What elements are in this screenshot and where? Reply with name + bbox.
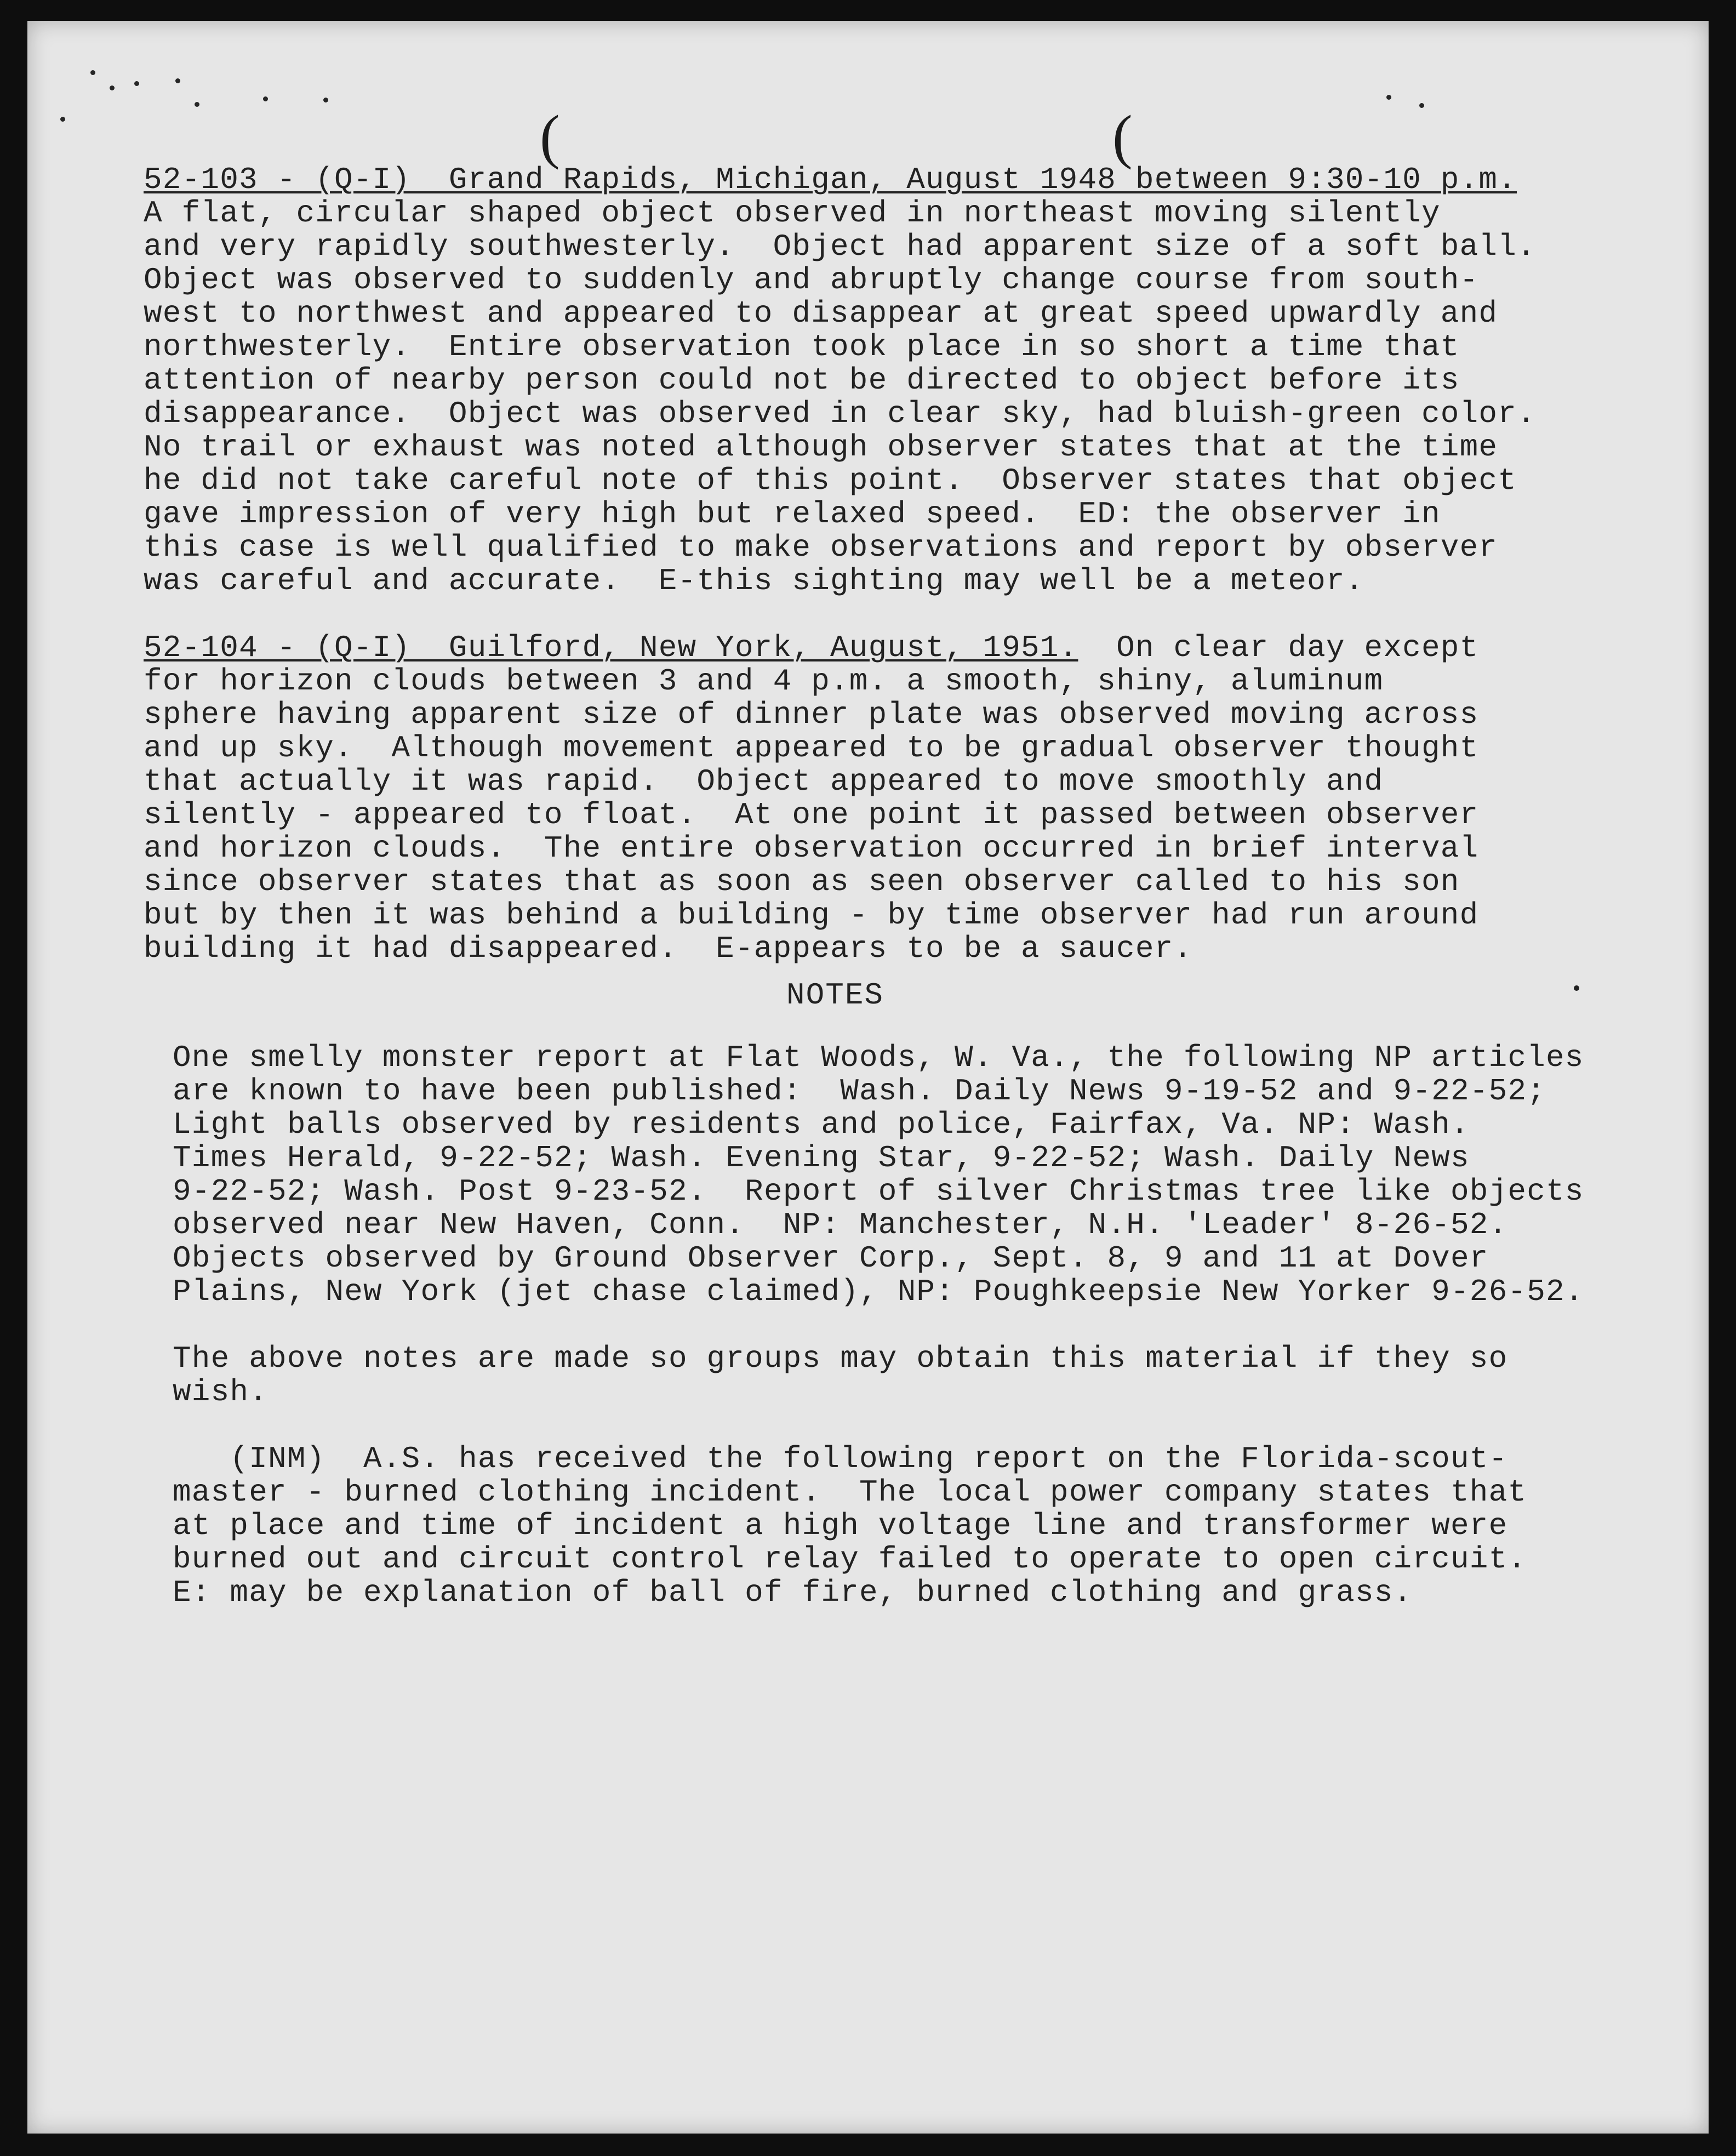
entry-line: this case is well qualified to make observations and report by observer (144, 530, 1498, 565)
entry-line: No trail or exhaust was noted although observer states that at the time (144, 430, 1498, 465)
notes-line: The above notes are made so groups may obtain this material if they so (173, 1341, 1508, 1376)
notes-line: wish. (173, 1374, 269, 1410)
notes-line: Times Herald, 9-22-52; Wash. Evening Star, 9-22-52; Wash. Daily News (173, 1140, 1470, 1176)
entry-line: attention of nearby person could not be directed to object before its (144, 363, 1460, 398)
notes-line: 9-22-52; Wash. Post 9-23-52. Report of silver Christmas tree like objects (173, 1174, 1584, 1209)
entry-line: northwesterly. Entire observation took place in so short a time that (144, 329, 1460, 364)
scan-speck (323, 98, 328, 102)
notes-section (173, 1041, 1652, 1610)
entry-line: building it had disappeared. E-appears to be a saucer. (144, 931, 1193, 966)
report-entry-52-103 (144, 163, 1656, 598)
scan-speck (263, 96, 268, 101)
notes-line: Light balls observed by residents and police, Fairfax, Va. NP: Wash. (173, 1107, 1470, 1142)
entry-line: and horizon clouds. The entire observation occurred in brief interval (144, 831, 1479, 866)
scan-speck (1419, 103, 1424, 108)
notes-line: (INM) A.S. has received the following report on the Florida-scout- (173, 1441, 1508, 1476)
notes-line: Objects observed by Ground Observer Corp., Sept. 8, 9 and 11 at Dover (173, 1241, 1489, 1276)
scan-speck (175, 78, 180, 83)
entry-header-line (144, 631, 1656, 665)
entry-line: he did not take careful note of this point. Observer states that object (144, 463, 1517, 498)
entry-line: silently - appeared to float. At one point it passed between observer (144, 797, 1479, 832)
notes-paragraph-2 (173, 1342, 1652, 1409)
entry-line: for horizon clouds between 3 and 4 p.m. a smooth, shiny, aluminum (144, 664, 1384, 699)
entry-line: and very rapidly southwesterly. Object had apparent size of a soft ball. (144, 229, 1536, 264)
typed-report-body (144, 163, 1656, 966)
entry-line: west to northwest and appeared to disappear at great speed upwardly and (144, 296, 1498, 331)
notes-line: master - burned clothing incident. The local power company states that (173, 1475, 1527, 1510)
scan-speck (1386, 95, 1391, 100)
punch-hole-mark-left: ( (540, 103, 560, 170)
notes-paragraph-3 (173, 1442, 1652, 1610)
scan-speck (110, 85, 115, 90)
entry-line: and up sky. Although movement appeared to be gradual observer thought (144, 731, 1479, 766)
entry-line: A flat, circular shaped object observed in northeast moving silently (144, 196, 1441, 231)
entry-line: was careful and accurate. E-this sighting may well be a meteor. (144, 563, 1364, 598)
scan-speck (90, 70, 95, 75)
scan-speck (60, 117, 65, 122)
scan-speck (134, 81, 139, 86)
notes-paragraph-1 (173, 1041, 1652, 1309)
entry-line: sphere having apparent size of dinner plate was observed moving across (144, 697, 1479, 732)
notes-line: burned out and circuit control relay failed to operate to open circuit. (173, 1542, 1527, 1577)
entry-line: disappearance. Object was observed in clear sky, had bluish-green color. (144, 396, 1536, 431)
scan-speck (195, 102, 199, 107)
entry-header-rest: On clear day except (1078, 630, 1479, 665)
notes-line: One smelly monster report at Flat Woods, W. Va., the following NP articles (173, 1040, 1584, 1075)
document-page (27, 21, 1709, 2134)
notes-line: E: may be explanation of ball of fire, burned clothing and grass. (173, 1575, 1413, 1610)
entry-line: that actually it was rapid. Object appeared to move smoothly and (144, 764, 1384, 799)
notes-heading: NOTES (786, 978, 884, 1013)
entry-line: but by then it was behind a building - by time observer had run around (144, 898, 1479, 933)
entry-line: gave impression of very high but relaxed speed. ED: the observer in (144, 497, 1441, 532)
punch-hole-mark-right: ( (1112, 103, 1133, 170)
entry-header: 52-103 - (Q-I) Grand Rapids, Michigan, August 1948 between 9:30-10 p.m. (144, 162, 1517, 197)
stray-mark (1574, 985, 1579, 991)
entry-line: since observer states that as soon as seen observer called to his son (144, 864, 1460, 899)
notes-line: Plains, New York (jet chase claimed), NP: Poughkeepsie New Yorker 9-26-52. (173, 1274, 1584, 1309)
entry-line: Object was observed to suddenly and abruptly change course from south- (144, 263, 1479, 298)
entry-header: 52-104 - (Q-I) Guilford, New York, August, 1951. (144, 630, 1078, 665)
notes-line: are known to have been published: Wash. Daily News 9-19-52 and 9-22-52; (173, 1074, 1546, 1109)
notes-line: observed near New Haven, Conn. NP: Manchester, N.H. 'Leader' 8-26-52. (173, 1207, 1508, 1242)
report-entry-52-104 (144, 631, 1656, 966)
notes-line: at place and time of incident a high voltage line and transformer were (173, 1508, 1508, 1543)
